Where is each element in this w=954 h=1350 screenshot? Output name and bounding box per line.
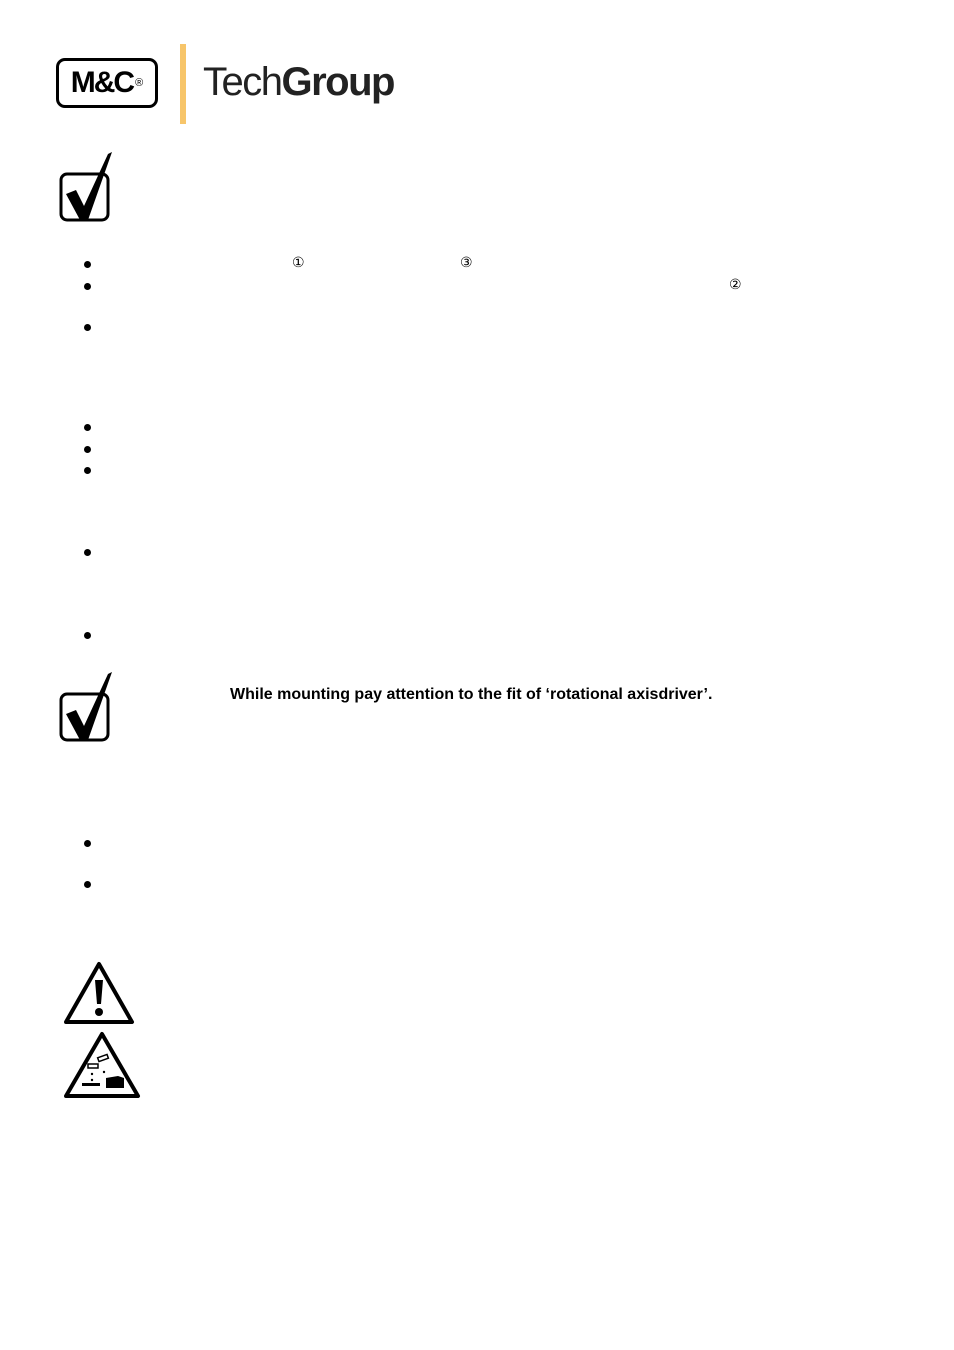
logo-registered: ® xyxy=(135,77,144,89)
marker-2: ② xyxy=(729,276,742,292)
list-bullet xyxy=(84,467,91,474)
list-bullet xyxy=(84,283,91,290)
brand-light: Tech xyxy=(203,60,282,104)
list-bullet xyxy=(84,446,91,453)
marker-1: ① xyxy=(292,254,305,270)
list-bullet xyxy=(84,881,91,888)
logo-divider xyxy=(180,44,186,124)
list-bullet xyxy=(84,324,91,331)
list-bullet xyxy=(84,424,91,431)
mc-logo xyxy=(56,58,158,108)
brand-bold: Group xyxy=(281,60,394,104)
checkmark-box-icon xyxy=(58,150,118,224)
logo-text: M&C xyxy=(70,66,134,99)
list-bullet xyxy=(84,632,91,639)
corrosive-hazard-icon xyxy=(62,1030,142,1100)
checkmark-box-icon xyxy=(58,670,118,744)
list-bullet xyxy=(84,261,91,268)
brand-name xyxy=(203,62,394,102)
mounting-note: While mounting pay attention to the fit of ‘rotational axisdriver’. xyxy=(230,686,713,703)
warning-triangle-icon xyxy=(62,960,136,1026)
list-bullet xyxy=(84,549,91,556)
list-bullet xyxy=(84,840,91,847)
marker-3: ③ xyxy=(460,254,473,270)
